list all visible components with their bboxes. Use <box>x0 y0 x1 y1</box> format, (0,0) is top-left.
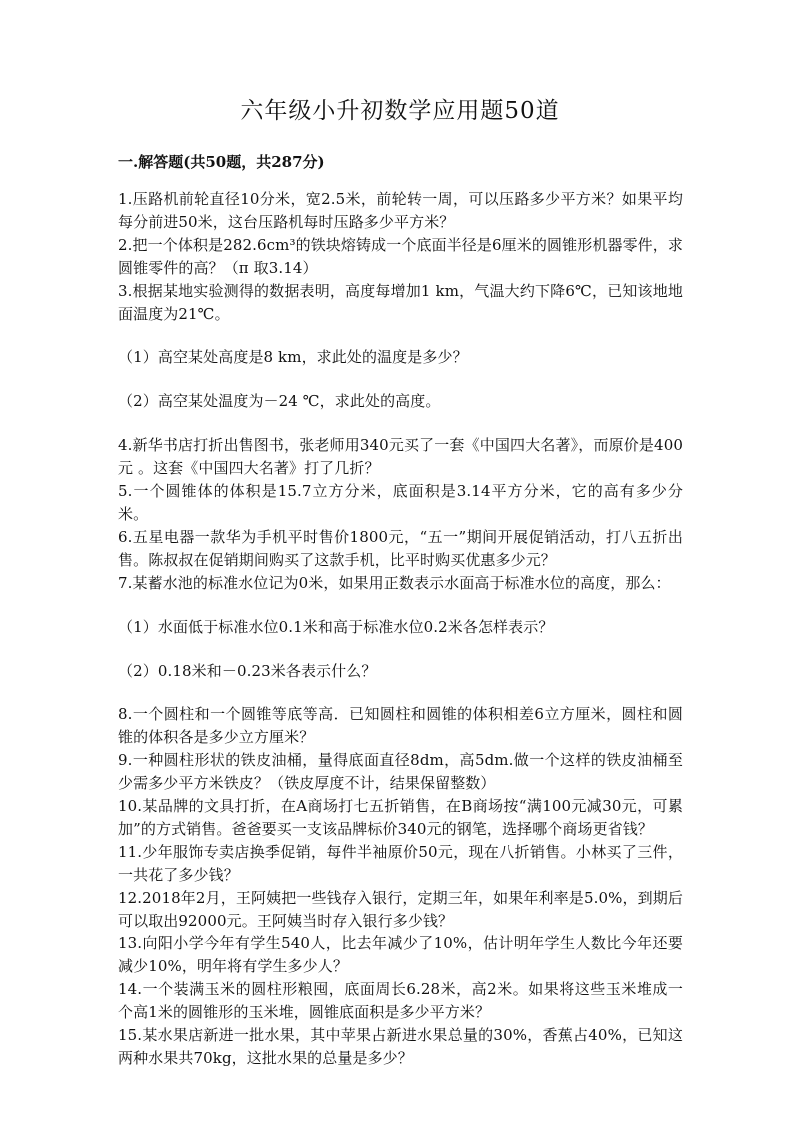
question-2: 2.把一个体积是282.6cm³的铁块熔铸成一个底面半径是6厘米的圆锥形机器零件，求圆锥零件的高？（π 取3.14） <box>118 235 683 277</box>
question-4: 4.新华书店打折出售图书，张老师用340元买了一套《中国四大名著》，而原价是400元 。这套《中国四大名著》打了几折？ <box>118 436 683 478</box>
question-1: 1.压路机前轮直径10分米，宽2.5米，前轮转一周，可以压路多少平方米？如果平均每分前进50米，这台压路机每时压路多少平方米？ <box>118 190 683 231</box>
question-13: 13.向阳小学今年有学生540人，比去年减少了10%，估计明年学生人数比今年还要减少10%，明年将有学生多少人？ <box>118 934 683 976</box>
question-7: 7.某蓄水池的标准水位记为0米，如果用正数表示水面高于标准水位的高度，那么： <box>118 573 671 592</box>
question-3-part-1: （1）高空某处高度是8 km，求此处的温度是多少？ <box>118 348 468 367</box>
question-7-part-2: （2）0.18米和－0.23米各表示什么？ <box>118 661 377 680</box>
question-3: 3.根据某地实验测得的数据表明，高度每增加1 km，气温大约下降6℃，已知该地地面温度为21℃。 <box>118 281 683 323</box>
question-7-part-1: （1）水面低于标准水位0.1米和高于标准水位0.2米各怎样表示？ <box>118 617 554 636</box>
section-heading: 一.解答题(共50题，共287分) <box>118 153 325 171</box>
question-10: 10.某品牌的文具打折，在A商场打七五折销售，在B商场按“满100元减30元，可累加”的方式销售。爸爸要买一支该品牌标价340元的钢笔，选择哪个商场更省钱？ <box>118 797 683 838</box>
question-list <box>118 188 683 1070</box>
question-12: 12.2018年2月，王阿姨把一些钱存入银行，定期三年，如果年利率是5.0%，到期后可以取出92000元。王阿姨当时存入银行多少钱？ <box>118 888 683 930</box>
question-8: 8.一个圆柱和一个圆锥等底等高．已知圆柱和圆锥的体积相差6立方厘米，圆柱和圆锥的体积各是多少立方厘米？ <box>118 705 683 747</box>
question-5: 5.一个圆锥体的体积是15.7立方分米，底面积是3.14平方分米，它的高有多少分米。 <box>118 482 683 523</box>
question-14: 14.一个装满玉米的圆柱形粮囤，底面周长6.28米，高2米。如果将这些玉米堆成一个高1米的圆锥形的玉米堆，圆锥底面积是多少平方米？ <box>118 980 683 1022</box>
question-15: 15.某水果店新进一批水果，其中苹果占新进水果总量的30%，香蕉占40%，已知这两种水果共70kg，这批水果的总量是多少？ <box>118 1026 683 1067</box>
question-9: 9.一种圆柱形状的铁皮油桶，量得底面直径8dm，高5dm.做一个这样的铁皮油桶至少需多少平方米铁皮？（铁皮厚度不计，结果保留整数） <box>118 751 683 793</box>
question-11: 11.少年服饰专卖店换季促销，每件半袖原价50元，现在八折销售。小林买了三件，一共花了多少钱？ <box>118 842 683 884</box>
question-3-part-2: （2）高空某处温度为－24 ℃，求此处的高度。 <box>118 392 441 411</box>
question-6: 6.五星电器一款华为手机平时售价1800元，“五一”期间开展促销活动，打八五折出售。陈叔叔在促销期间购买了这款手机，比平时购买优惠多少元？ <box>118 527 683 569</box>
page-title: 六年级小升初数学应用题50道 <box>240 98 560 124</box>
